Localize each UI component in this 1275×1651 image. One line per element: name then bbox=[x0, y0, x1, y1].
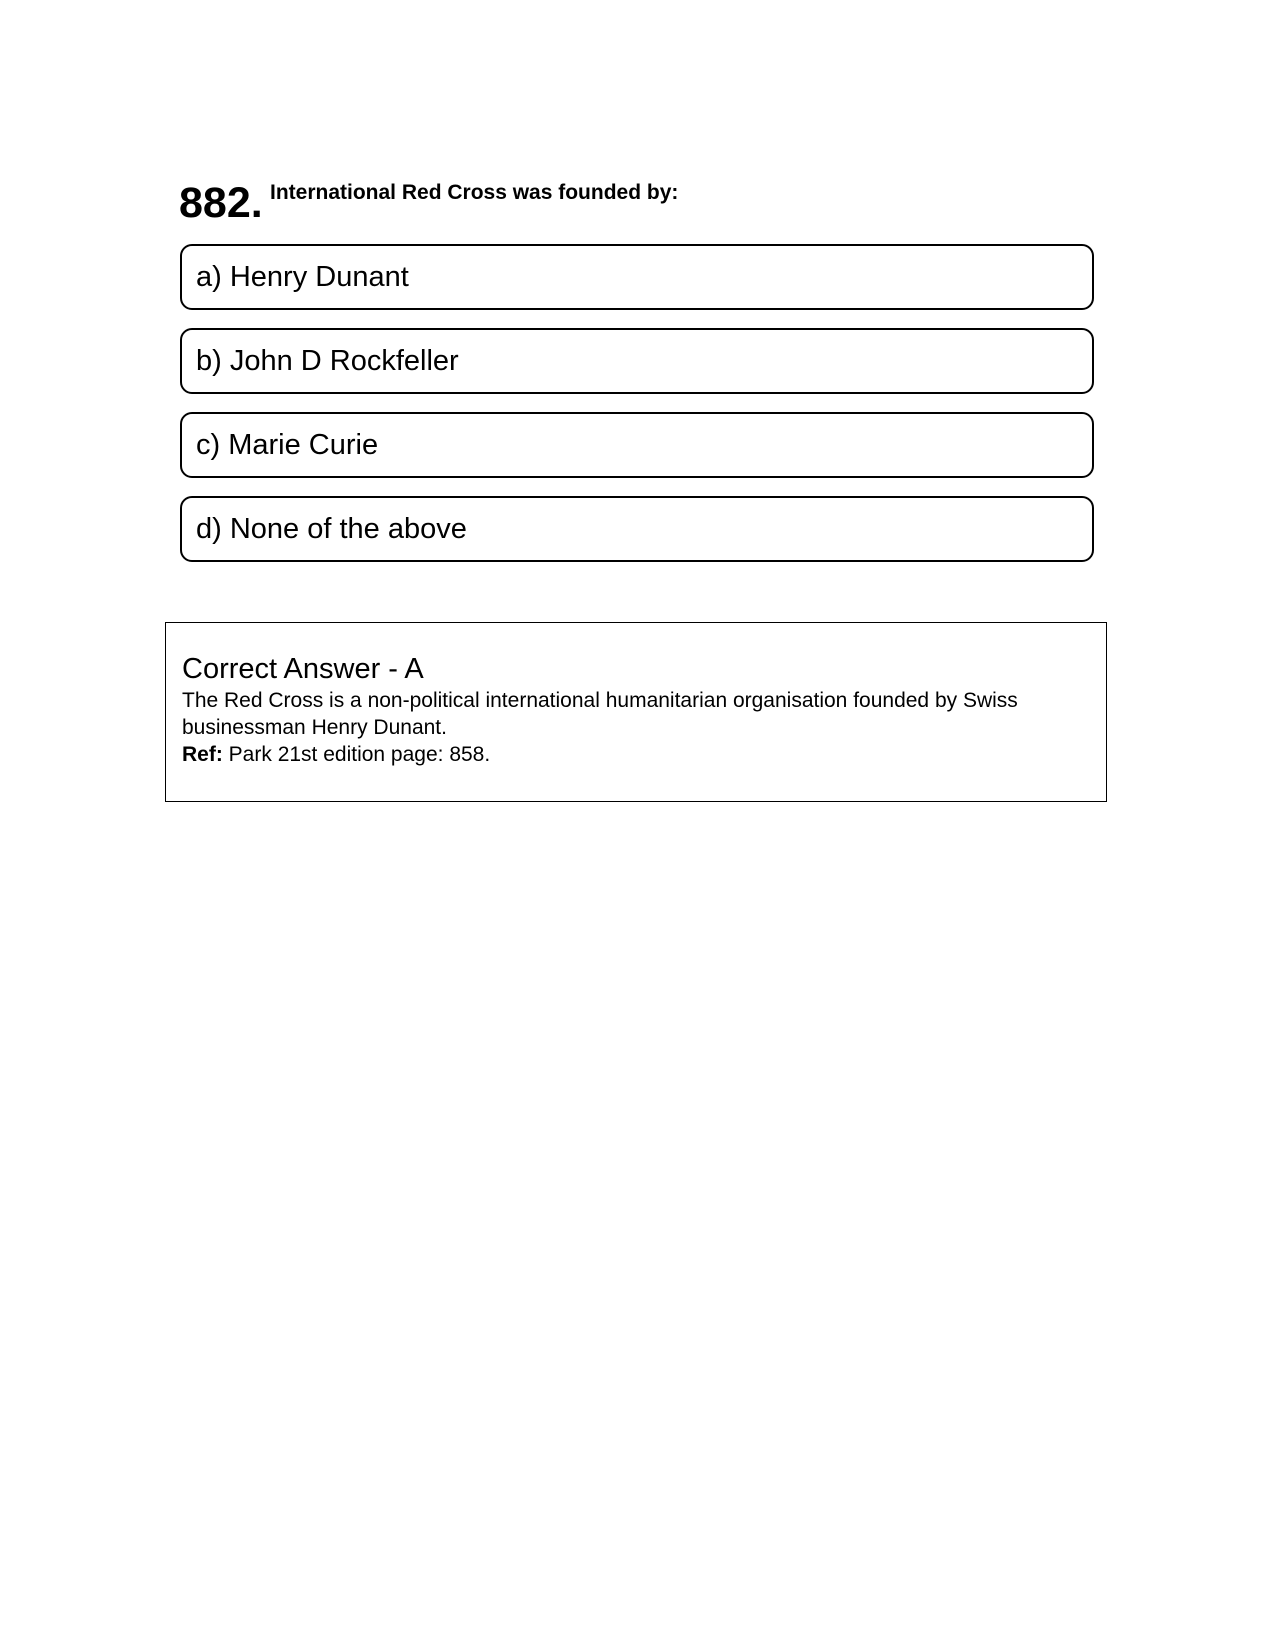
option-c-label: c) Marie Curie bbox=[196, 428, 379, 461]
option-a-label: a) Henry Dunant bbox=[196, 260, 409, 293]
option-b-label: b) John D Rockfeller bbox=[196, 344, 459, 377]
question-header bbox=[179, 178, 1099, 228]
answer-reference bbox=[182, 741, 1090, 768]
correct-answer-title: Correct Answer - A bbox=[182, 653, 424, 685]
reference-text: Park 21st edition page: 858. bbox=[222, 743, 491, 766]
option-d-label: d) None of the above bbox=[196, 512, 467, 545]
answer-explanation: The Red Cross is a non-political international humanitarian organisation founded by Swiss businessman Henry Dunant. bbox=[182, 689, 1018, 739]
question-number: 882. bbox=[179, 179, 263, 227]
option-c[interactable] bbox=[180, 412, 1094, 478]
option-b[interactable] bbox=[180, 328, 1094, 394]
question-text: International Red Cross was founded by: bbox=[270, 181, 679, 204]
option-d[interactable] bbox=[180, 496, 1094, 562]
option-a[interactable] bbox=[180, 244, 1094, 310]
reference-label: Ref: bbox=[182, 743, 223, 766]
answer-box bbox=[165, 622, 1107, 802]
